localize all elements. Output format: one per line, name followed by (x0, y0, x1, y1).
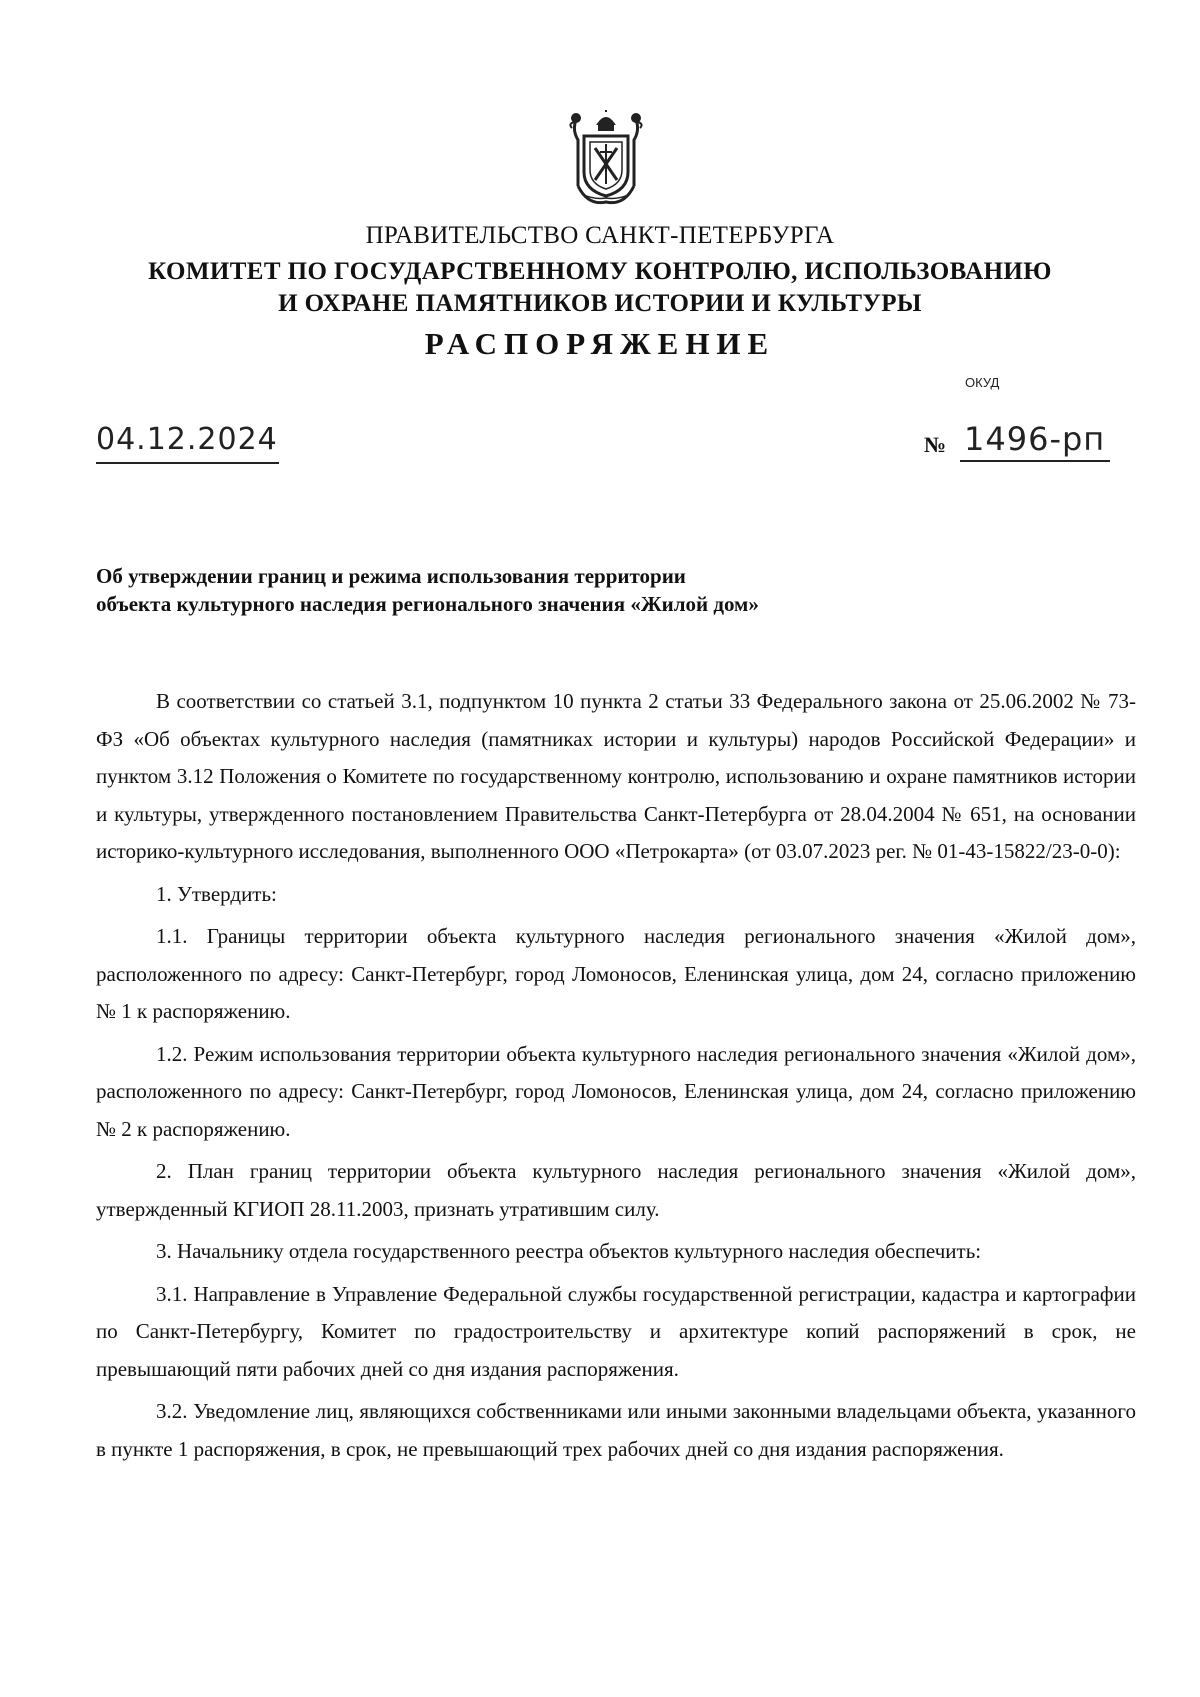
committee-name-line2: И ОХРАНЕ ПАМЯТНИКОВ ИСТОРИИ И КУЛЬТУРЫ (278, 290, 922, 317)
item-1: 1. Утвердить: (156, 881, 277, 906)
document-subject (96, 562, 996, 618)
coat-of-arms-icon (568, 110, 644, 208)
document-number: 1496-рп (964, 420, 1106, 458)
item-3-1: 3.1. Направление в Управление Федеральной службы государственной регистрации, кадастра и картографии по Санкт-Петербургу, Комитет по градостроительству и архитектуре копий распоряжений в срок, не превышающий пяти рабочих дней со дня издания распоряжения. (96, 1281, 1136, 1381)
committee-name-line1: КОМИТЕТ ПО ГОСУДАРСТВЕННОМУ КОНТРОЛЮ, ИСПОЛЬЗОВАНИЮ (148, 258, 1052, 285)
document-body (96, 683, 1136, 1468)
preamble-paragraph: В соответствии со статьей 3.1, подпунктом 10 пункта 2 статьи 33 Федерального закона от 25.06.2002 № 73-ФЗ «Об объектах культурного наследия (памятниках истории и культуры) народов Российской Федерации» и пунктом 3.12 Положения о Комитете по государственному контролю, использованию и охране памятников истории и культуры, утвержденного постановлением Правительства Санкт-Петербурга от 28.04.2004 № 651, на основании историко-культурного исследования, выполненного ООО «Петрокарта» (от 03.07.2023 рег. № 01-43-15822/23-0-0): (96, 689, 1136, 863)
number-underline (960, 460, 1110, 462)
document-date: 04.12.2024 (96, 422, 278, 457)
document-type: РАСПОРЯЖЕНИЕ (424, 326, 776, 361)
item-2: 2. План границ территории объекта культурного наследия регионального значения «Жилой дом», утвержденный КГИОП 28.11.2003, признать утратившим силу. (96, 1159, 1136, 1221)
item-3-2: 3.2. Уведомление лиц, являющихся собственниками или иными законными владельцами объекта, указанного в пункте 1 распоряжения, в срок, не превышающий трех рабочих дней со дня издания распоряжения. (96, 1399, 1136, 1461)
date-underline (96, 462, 279, 464)
item-3: 3. Начальнику отдела государственного реестра объектов культурного наследия обеспечить: (156, 1239, 982, 1263)
item-1-2: 1.2. Режим использования территории объекта культурного наследия регионального значения «Жилой дом», расположенного по адресу: Санкт-Петербург, город Ломоносов, Еленинская улица, дом 24, согласно приложению № 2 к распоряжению. (96, 1041, 1136, 1141)
item-1-1: 1.1. Границы территории объекта культурного наследия регионального значения «Жилой дом», расположенного по адресу: Санкт-Петербург, город Ломоносов, Еленинская улица, дом 24, согласно приложению № 1 к распоряжению. (96, 924, 1136, 1023)
okud-label: ОКУД (965, 375, 1000, 390)
number-sign: № (924, 432, 947, 457)
government-name: ПРАВИТЕЛЬСТВО САНКТ-ПЕТЕРБУРГА (365, 222, 835, 249)
subject-line1: Об утверждении границ и режима использования территории (96, 564, 686, 588)
subject-line2: объекта культурного наследия регионального значения «Жилой дом» (96, 592, 759, 616)
